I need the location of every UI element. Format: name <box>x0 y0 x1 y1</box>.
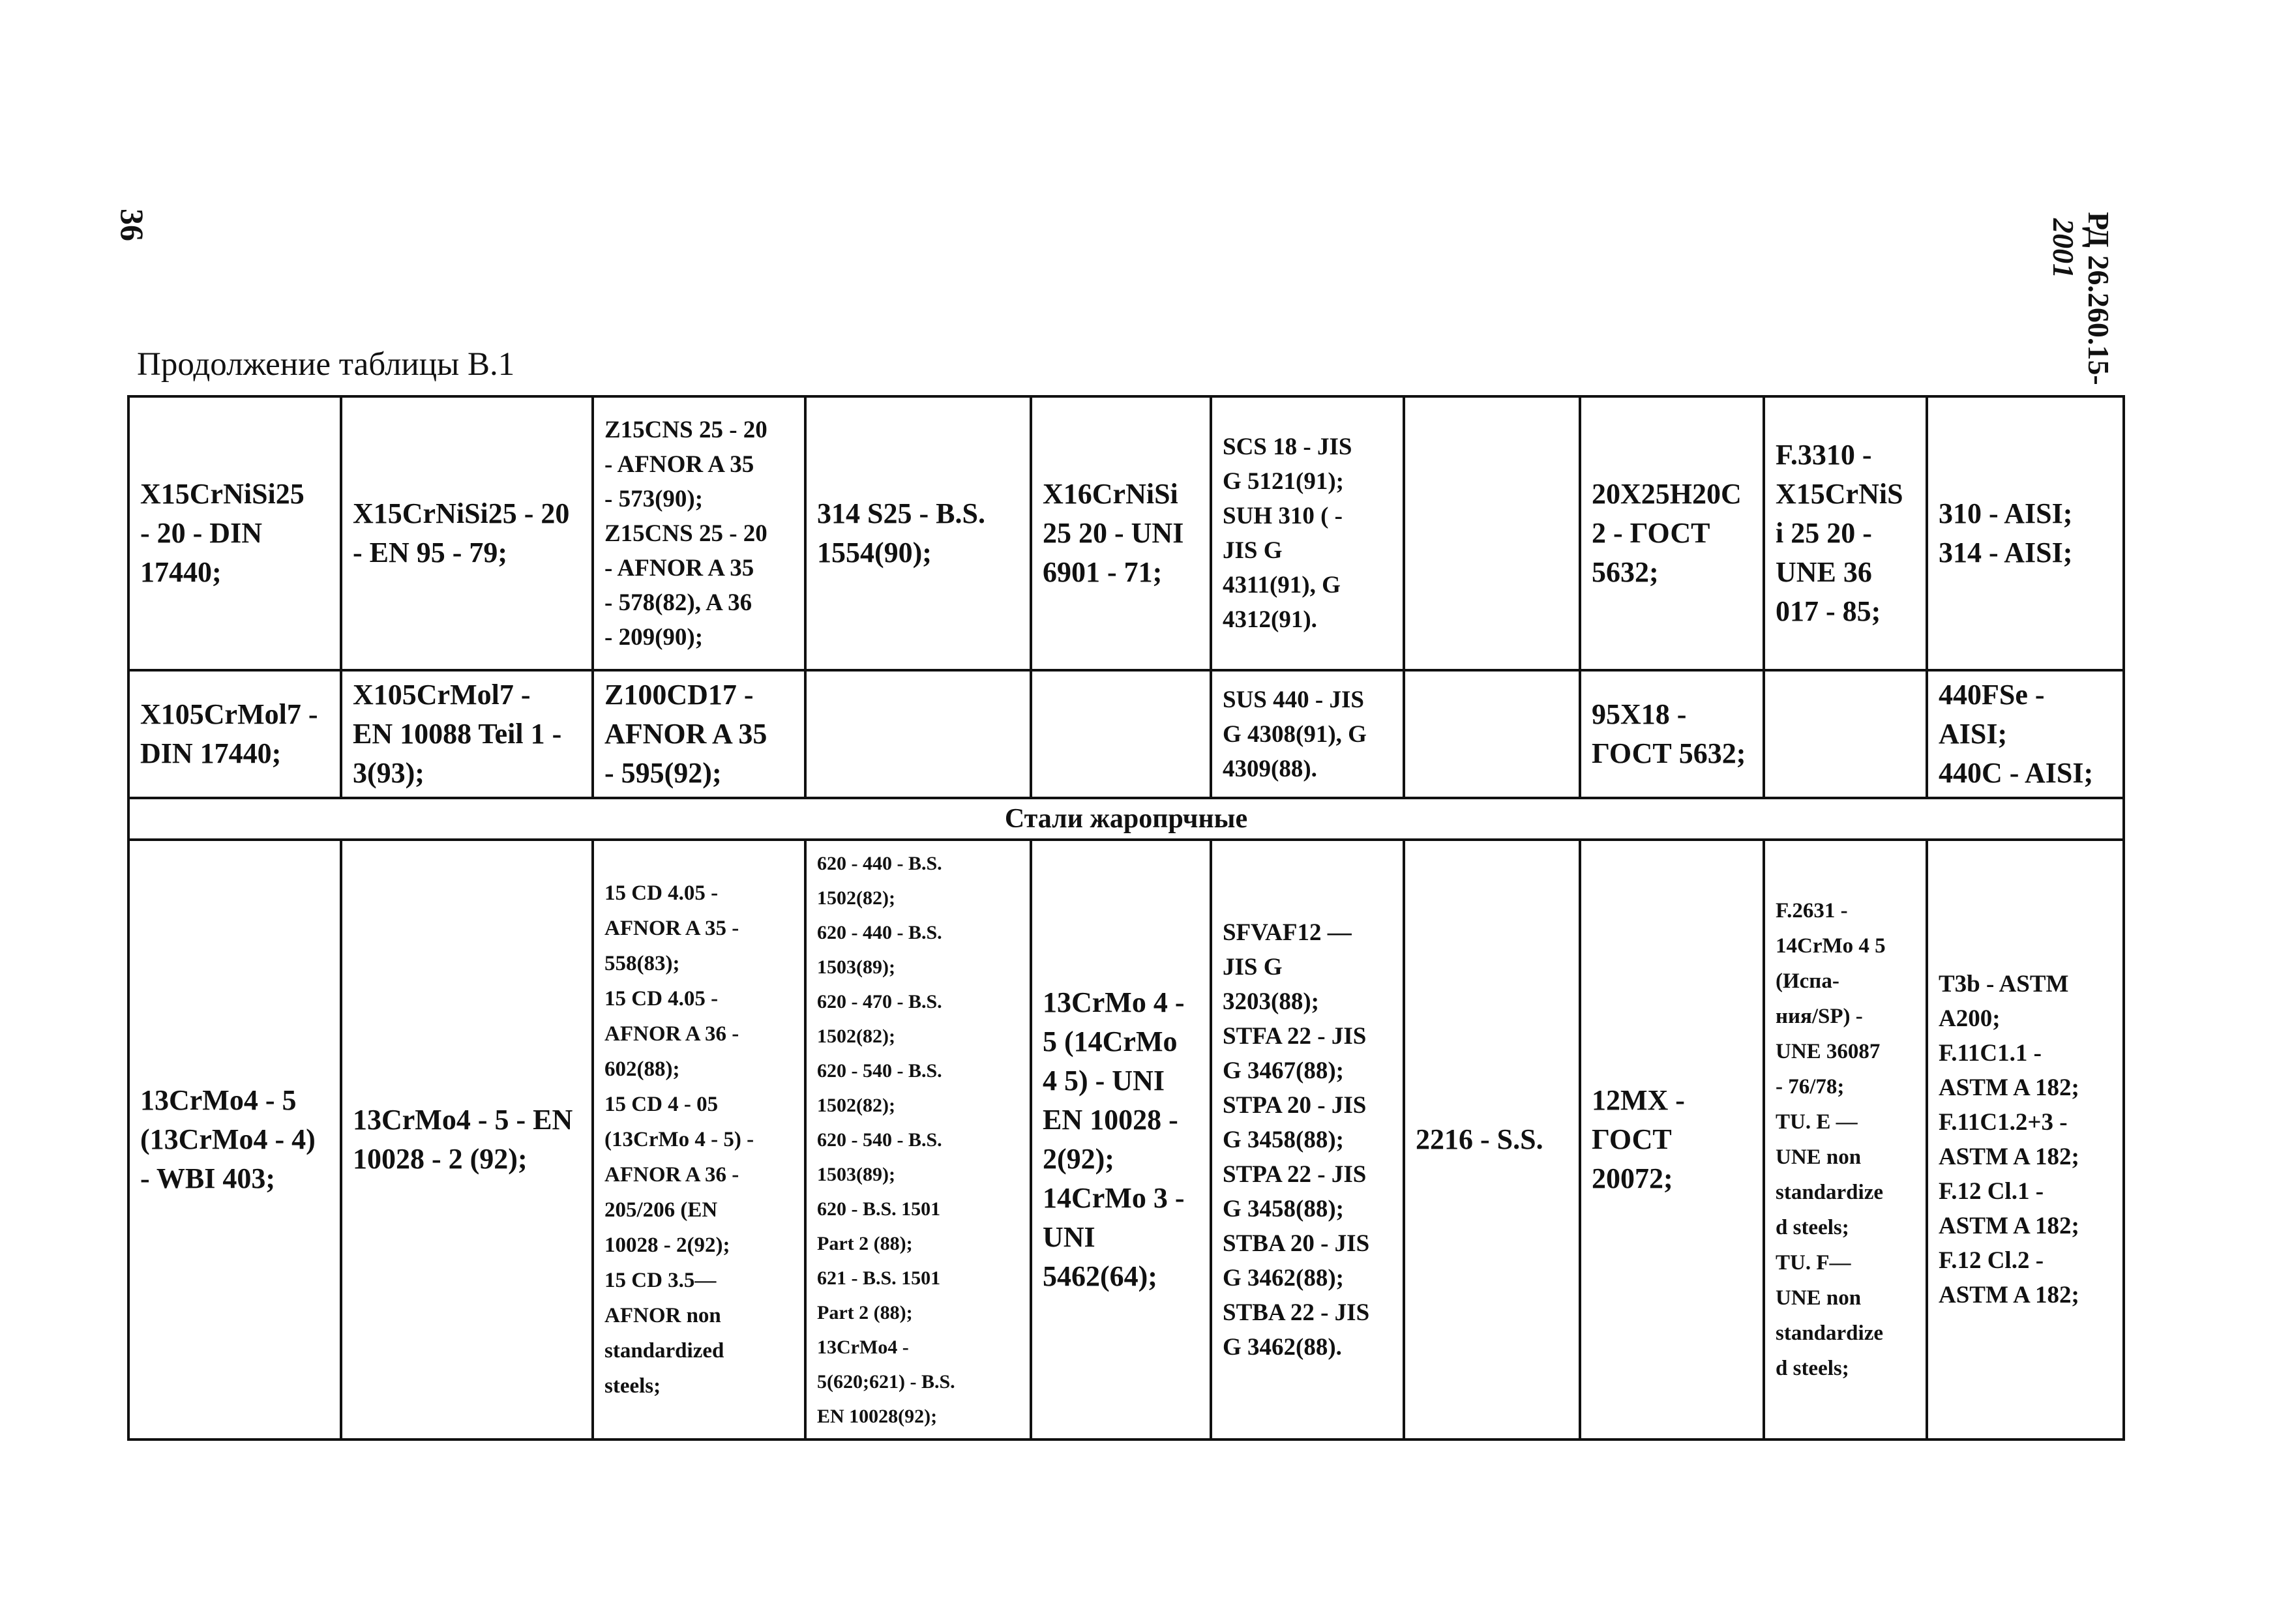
table-row <box>128 396 2124 670</box>
table-row <box>128 670 2124 798</box>
table-cell: Z15CNS 25 - 20 - AFNOR A 35 - 573(90); Z15CNS 25 - 20 - AFNOR A 35 - 578(82), A 36 - 209(90); <box>593 396 805 670</box>
table-cell <box>805 670 1031 798</box>
table-cell: SFVAF12 — JIS G 3203(88); STFA 22 - JIS G 3467(88); STPA 20 - JIS G 3458(88); STPA 22 - JIS G 3458(88); STBA 20 - JIS G 3462(88); STBA 22 - JIS G 3462(88). <box>1211 840 1404 1439</box>
section-heading-row <box>128 798 2124 840</box>
page-number: 36 <box>114 209 151 241</box>
table-cell: X105CrMol7 - DIN 17440; <box>128 670 341 798</box>
table-cell: 95X18 - ГОСТ 5632; <box>1580 670 1764 798</box>
document-code-year: 2001 <box>2047 218 2080 278</box>
table-cell: SUS 440 - JIS G 4308(91), G 4309(88). <box>1211 670 1404 798</box>
table-cell: 2216 - S.S. <box>1404 840 1580 1439</box>
table-cell: X105CrMol7 - EN 10088 Teil 1 - 3(93); <box>341 670 593 798</box>
table-cell: X15CrNiSi25 - 20 - DIN 17440; <box>128 396 341 670</box>
section-heading: Стали жаропрчные <box>128 798 2124 840</box>
steel-grades-table <box>127 395 2125 1441</box>
table-cell: SCS 18 - JIS G 5121(91); SUH 310 ( - JIS G 4311(91), G 4312(91). <box>1211 396 1404 670</box>
table-cell: F.3310 - X15CrNiS i 25 20 - UNE 36 017 - 85; <box>1764 396 1927 670</box>
table-row <box>128 840 2124 1439</box>
table-caption: Продолжение таблицы В.1 <box>137 346 515 383</box>
table-cell: X16CrNiSi 25 20 - UNI 6901 - 71; <box>1031 396 1211 670</box>
table-cell: 20X25H20C 2 - ГОСТ 5632; <box>1580 396 1764 670</box>
table-cell: 13CrMo 4 - 5 (14CrMo 4 5) - UNI EN 10028 - 2(92); 14CrMo 3 - UNI 5462(64); <box>1031 840 1211 1439</box>
table-cell: 620 - 440 - B.S. 1502(82); 620 - 440 - B.S. 1503(89); 620 - 470 - B.S. 1502(82); 620 - 540 - B.S. 1502(82); 620 - 540 - B.S. 1503(89); 620 - B.S. 1501 Part 2 (88); 621 - B.S. 1501 Part 2 (88); 13CrMo4 - 5(620;621) - B.S. EN 10028(92); <box>805 840 1031 1439</box>
document-code <box>2046 212 2116 385</box>
table-cell <box>1764 670 1927 798</box>
table-cell <box>1404 396 1580 670</box>
table-cell <box>1031 670 1211 798</box>
table-cell: 13CrMo4 - 5 - EN 10028 - 2 (92); <box>341 840 593 1439</box>
table-cell: F.2631 - 14CrMo 4 5 (Испа- ния/SP) - UNE 36087 - 76/78; TU. E — UNE non standardize d steels; TU. F— UNE non standardize d steels; <box>1764 840 1927 1439</box>
table-cell <box>1404 670 1580 798</box>
table-cell: 310 - AISI; 314 - AISI; <box>1927 396 2124 670</box>
table-cell: Z100CD17 - AFNOR A 35 - 595(92); <box>593 670 805 798</box>
table-cell: 15 CD 4.05 - AFNOR A 35 - 558(83); 15 CD 4.05 - AFNOR A 36 - 602(88); 15 CD 4 - 05 (13CrMo 4 - 5) - AFNOR A 36 - 205/206 (EN 10028 - 2(92); 15 CD 3.5— AFNOR non standardized steels; <box>593 840 805 1439</box>
table-cell: T3b - ASTM A200; F.11C1.1 - ASTM A 182; F.11C1.2+3 - ASTM A 182; F.12 Cl.1 - ASTM A 182; F.12 Cl.2 - ASTM A 182; <box>1927 840 2124 1439</box>
table-cell: X15CrNiSi25 - 20 - EN 95 - 79; <box>341 396 593 670</box>
table-cell: 314 S25 - B.S. 1554(90); <box>805 396 1031 670</box>
document-code-text: РД 26.260.15- <box>2082 212 2115 385</box>
table-cell: 12MX - ГОСТ 20072; <box>1580 840 1764 1439</box>
table-cell: 13CrMo4 - 5 (13CrMo4 - 4) - WBI 403; <box>128 840 341 1439</box>
table-cell: 440FSe - AISI; 440C - AISI; <box>1927 670 2124 798</box>
